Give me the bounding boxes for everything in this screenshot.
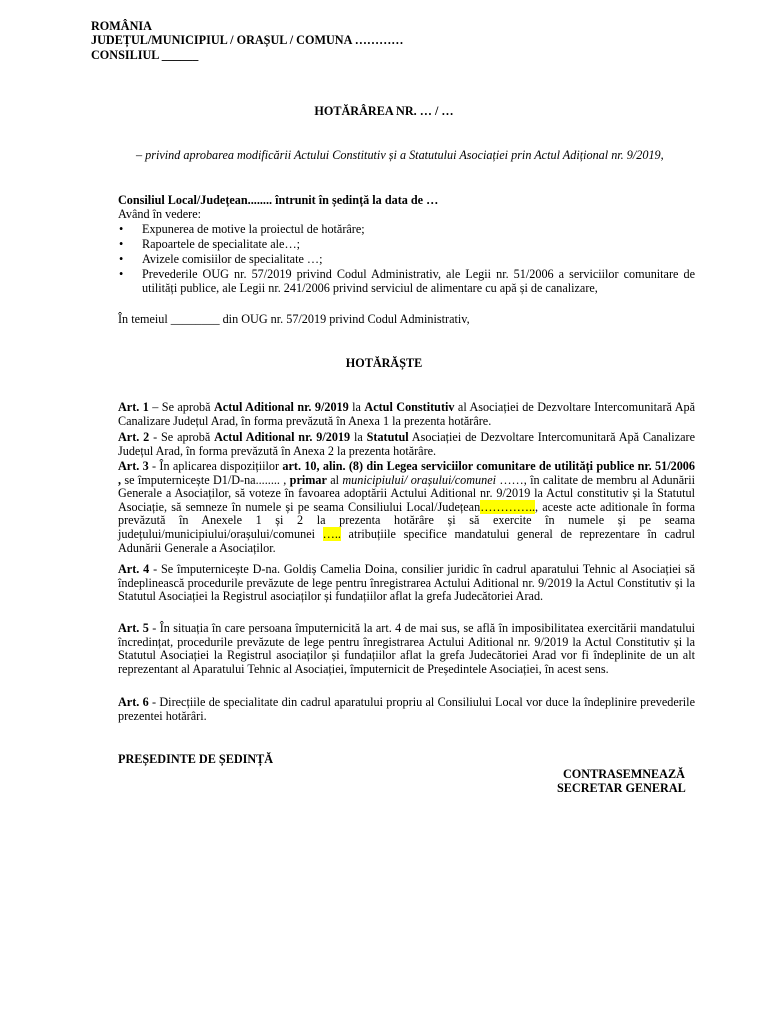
legal-basis: În temeiul ________ din OUG nr. 57/2019 privind Codul Administrativ, (118, 312, 470, 326)
article-label: Art. 6 (118, 695, 149, 709)
article-label: Art. 1 (118, 400, 149, 414)
article-label: Art. 5 (118, 621, 149, 635)
article-1: Art. 1 – Se aprobă Actul Aditional nr. 9/2019 la Actul Constitutiv al Asociației de Dezvoltare Intercomunitară Apă Canalizare Județul Arad, în forma prevăzută în Anexa 1 la prezenta hotărâre. (118, 400, 695, 428)
decision-title: HOTĂRÂREA NR. … / … (314, 104, 454, 118)
having-in-view-label: Având în vedere: (118, 207, 202, 221)
county-heading: JUDEȚUL/MUNICIPIUL / ORAȘUL / COMUNA ………… (91, 33, 404, 47)
council-meeting-line: Consiliul Local/Județean........ întrunit în ședință la data de … (118, 193, 439, 207)
list-item: Avizele comisiilor de specialitate …; (142, 252, 323, 266)
council-heading: CONSILIUL ______ (91, 48, 199, 62)
article-label: Art. 4 (118, 562, 150, 576)
highlighted-placeholder: ….. (322, 526, 341, 541)
bullet-icon: • (119, 222, 124, 236)
list-item: Rapoartele de specialitate ale…; (142, 237, 301, 251)
article-3: Art. 3 - În aplicarea dispozițiilor art. 10, alin. (8) din Legea serviciilor comunitare de utilități publice nr. 51/2006 , se împuternicește D1/D-na........ , primar al municipiului/ orașului/comunei ……, în calitate de membru al Adunării Generale a Asociaților, să voteze în favoarea adoptării Actului Aditional nr. 9/2019 la Actul constitutiv și la Statutul Asociație, să semneze în numele și pe seama Consiliului Local/Județean………….., aceste acte aditionale în forma prevăzută în Anexele 1 și 2 la prezenta hotărâre și să exercite în numele și pe seama județului/municipiului/orașului/comunei ….. atribuțiile specifice mandatului general de reprezentare în cadrul Adunării Generale a Asociaților. (118, 459, 695, 555)
article-label: Art. 2 (118, 430, 150, 444)
article-label: Art. 3 (118, 459, 149, 473)
country-heading: ROMÂNIA (91, 19, 152, 33)
decision-subject: – privind aprobarea modificării Actului Constitutiv și a Statutului Asociației prin Actul Adițional nr. 9/2019, (136, 148, 664, 162)
article-5: Art. 5 - În situația în care persoana împuternicită la art. 4 de mai sus, se află în imposibilitatea exercitării mandatului încredințat, procedurile prevăzute de lege pentru înregistrarea Actului Aditional nr. 9/2019 la Actul Constitutiv și la Statutul Asociației la Registrul asociaților și fundațiilor aflat la grefa Judecătoriei Arad vor fi îndeplinite de un alt reprezentant al Aparatului Tehnic al Asociației, împuternicit de Președintele Asociației, în acest sens. (118, 621, 695, 676)
secretary-general-label: SECRETAR GENERAL (557, 781, 686, 795)
bullet-icon: • (119, 237, 124, 251)
bullet-icon: • (119, 252, 124, 266)
bullet-icon: • (119, 267, 124, 281)
highlighted-placeholder: ………….. (480, 499, 536, 514)
list-item: Prevederile OUG nr. 57/2019 privind Codul Administrativ, ale Legii nr. 51/2006 a serviciilor comunitare de utilități publice, ale Legii nr. 241/2006 privind serviciul de alimentare cu apă și de canalizare, (142, 267, 695, 295)
list-item: Expunerea de motive la proiectul de hotărâre; (142, 222, 365, 236)
decides-heading: HOTĂRĂȘTE (345, 356, 423, 370)
article-2: Art. 2 - Se aprobă Actul Aditional nr. 9/2019 la Statutul Asociației de Dezvoltare Intercomunitară Apă Canalizare Județul Arad, în forma prevăzută în Anexa 2 la prezenta hotărâre. (118, 430, 695, 458)
president-signature-label: PREȘEDINTE DE ȘEDINȚĂ (118, 752, 274, 766)
countersign-label: CONTRASEMNEAZĂ (563, 767, 685, 781)
article-4: Art. 4 - Se împuternicește D-na. Goldiș Camelia Doina, consilier juridic în cadrul aparatului Tehnic al Asociației să îndeplinească procedurile prevăzute de lege pentru înregistrarea Actului Aditional nr. 9/2019 la Actul Constitutiv și la Statutul Asociației la Registrul asociaților și fundațiilor aflat la grefa Judecătoriei Arad. (118, 562, 695, 604)
article-6: Art. 6 - Direcțiile de specialitate din cadrul aparatului propriu al Consiliului Local vor duce la îndeplinire prevederile prezentei hotărâri. (118, 695, 695, 723)
